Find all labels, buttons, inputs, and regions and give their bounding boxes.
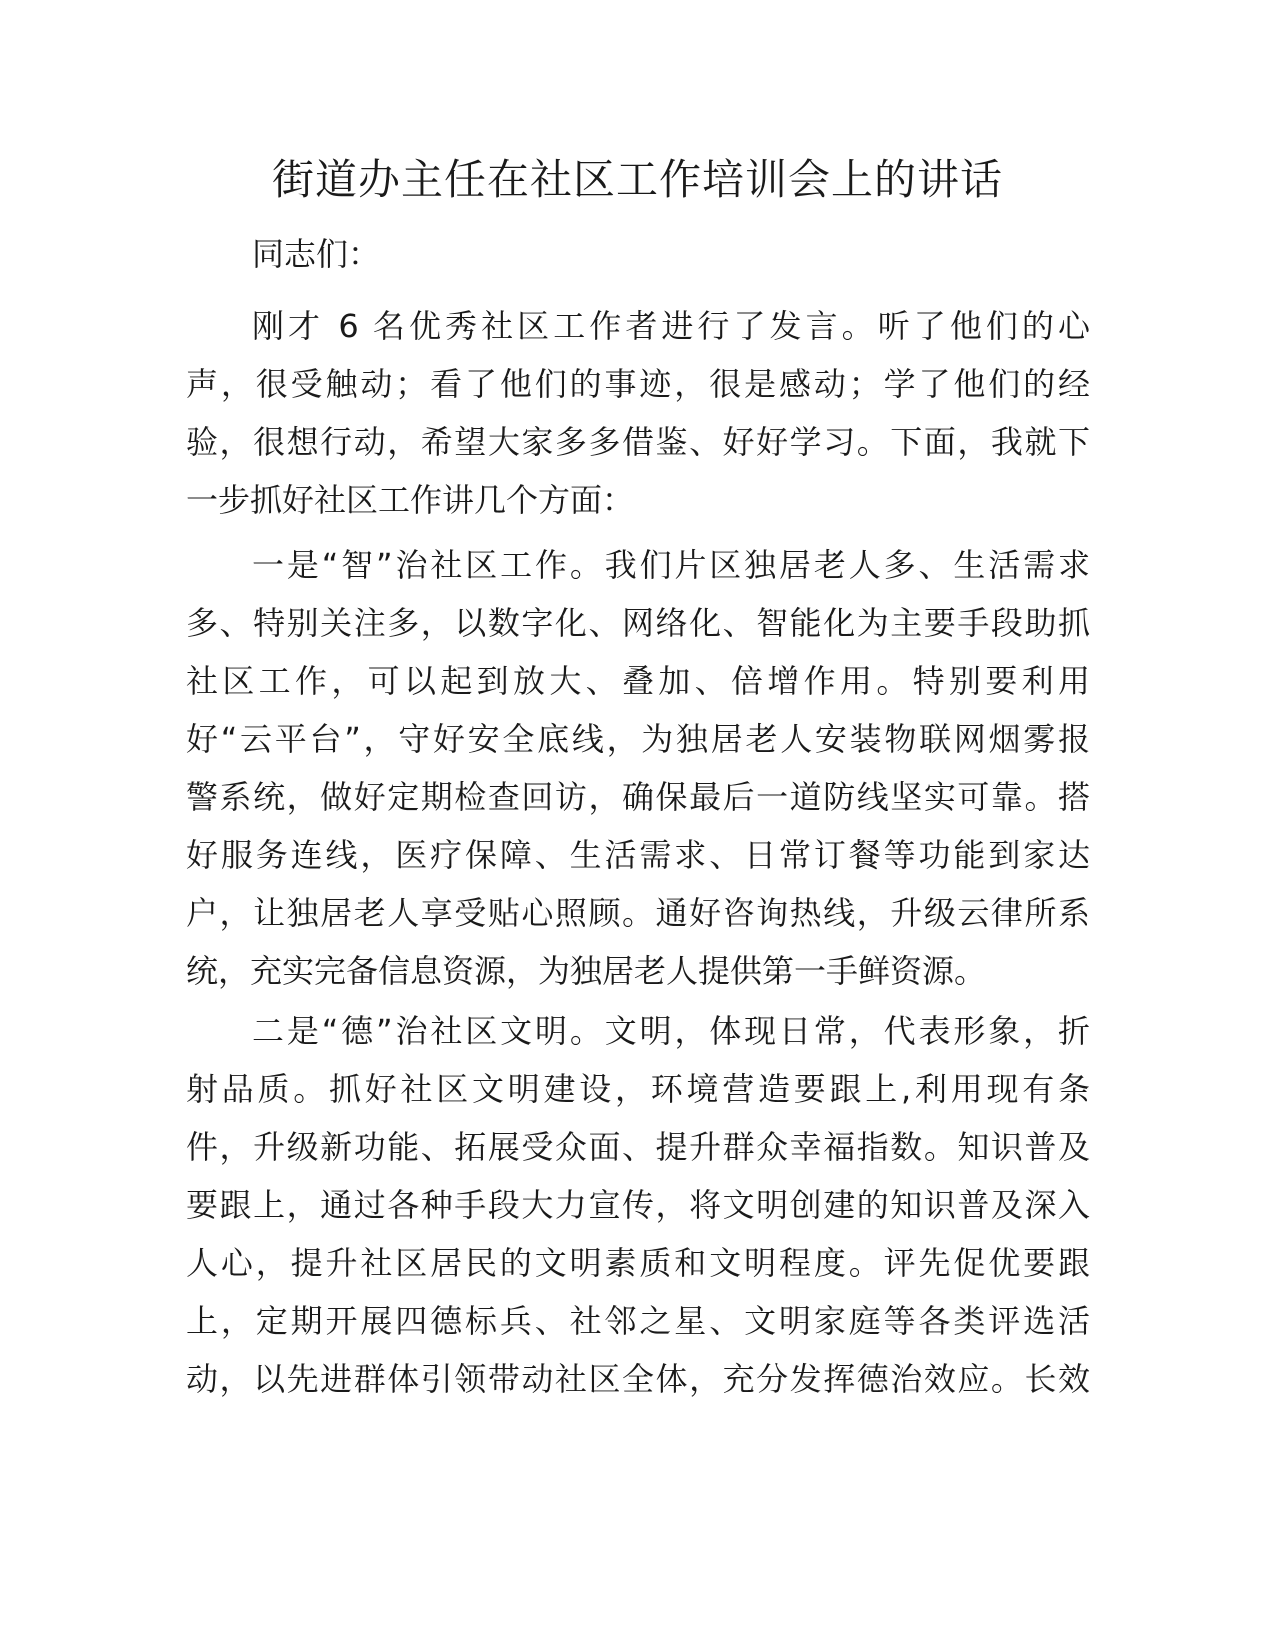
paragraph-line: 射品质。抓好社区文明建设，环境营造要跟上,利用现有条 [186, 1070, 1090, 1108]
paragraph-line: 要跟上，通过各种手段大力宣传，将文明创建的知识普及深入 [186, 1186, 1090, 1224]
paragraph-line: 统，充实完备信息资源，为独居老人提供第一手鲜资源。 [186, 952, 987, 990]
paragraph-line: 警系统，做好定期检查回访，确保最后一道防线坚实可靠。搭 [186, 778, 1090, 816]
paragraph-line: 刚才 6 名优秀社区工作者进行了发言。听了他们的心 [252, 307, 1090, 345]
paragraph-line: 验，很想行动，希望大家多多借鉴、好好学习。下面，我就下 [186, 423, 1090, 461]
paragraph-line: 多、特别关注多，以数字化、网络化、智能化为主要手段助抓 [186, 604, 1090, 642]
paragraph-line: 好服务连线，医疗保障、生活需求、日常订餐等功能到家达 [186, 836, 1090, 874]
paragraph-line: 户，让独居老人享受贴心照顾。通好咨询热线，升级云律所系 [186, 894, 1090, 932]
paragraph-line: 二是“德”治社区文明。文明，体现日常，代表形象，折 [252, 1012, 1090, 1050]
paragraph-line: 上，定期开展四德标兵、社邻之星、文明家庭等各类评选活 [186, 1302, 1090, 1340]
paragraph-line: 社区工作，可以起到放大、叠加、倍增作用。特别要利用 [186, 662, 1090, 700]
document-title: 街道办主任在社区工作培训会上的讲话 [271, 155, 1003, 204]
paragraph-line: 好“云平台”，守好安全底线，为独居老人安装物联网烟雾报 [186, 720, 1090, 758]
salutation: 同志们： [252, 235, 381, 273]
paragraph-line: 动，以先进群体引领带动社区全体，充分发挥德治效应。长效 [186, 1360, 1090, 1398]
paragraph-line: 件，升级新功能、拓展受众面、提升群众幸福指数。知识普及 [186, 1128, 1090, 1166]
paragraph-line: 声，很受触动；看了他们的事迹，很是感动；学了他们的经 [186, 365, 1090, 403]
paragraph-moral-governance [186, 1002, 1090, 1408]
paragraph-line: 一是“智”治社区工作。我们片区独居老人多、生活需求 [252, 546, 1090, 584]
paragraph-smart-governance [186, 536, 1090, 1000]
paragraph-line: 一步抓好社区工作讲几个方面： [186, 481, 635, 519]
paragraph-opening [186, 297, 1090, 529]
paragraph-line: 人心，提升社区居民的文明素质和文明程度。评先促优要跟 [186, 1244, 1090, 1282]
